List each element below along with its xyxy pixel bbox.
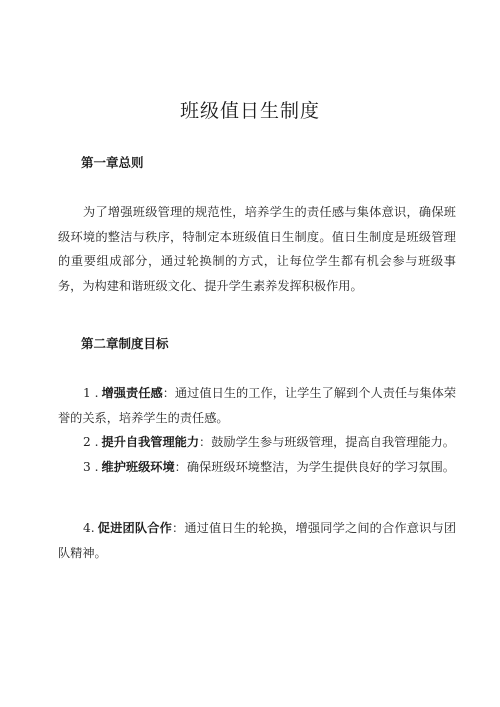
document-title: 班级值日生制度 xyxy=(179,100,320,122)
goal-number: 4. xyxy=(83,521,95,535)
chapter2-heading: 第二章制度目标 xyxy=(81,336,169,351)
goal-number: 2 . xyxy=(83,435,99,449)
goal-text: ：通过值日生的轮换，增强同学之间的合作意识与团队精神。 xyxy=(58,521,457,560)
chapter1-heading: 第一章总则 xyxy=(81,155,144,170)
goal-item xyxy=(58,516,456,565)
goal-item xyxy=(58,455,456,480)
goal-text: ：确保班级环境整洁，为学生提供良好的学习氛围。 xyxy=(174,460,455,474)
goal-title: 维护班级环境 xyxy=(101,460,175,474)
goal-item xyxy=(58,381,456,430)
goal-number: 1 . xyxy=(83,386,99,400)
goal-number: 3 . xyxy=(83,460,99,474)
goal-text: ：鼓励学生参与班级管理，提高自我管理能力。 xyxy=(199,435,455,449)
goal-text: ：通过值日生的工作，让学生了解到个人责任与集体荣誉的关系，培养学生的责任感。 xyxy=(58,386,457,425)
chapter1-paragraph: 为了增强班级管理的规范性，培养学生的责任感与集体意识，确保班级环境的整洁与秩序，特制定本班级值日生制度。值日生制度是班级管理的重要组成部分，通过轮换制的方式，让每位学生都有机会参与班级事务，为构建和谐班级文化、提升学生素养发挥积极作用。 xyxy=(58,205,456,293)
goal-title: 增强责任感 xyxy=(101,386,163,400)
goal-title: 提升自我管理能力 xyxy=(101,435,200,449)
goal-item xyxy=(58,430,456,455)
goal-title: 促进团队合作 xyxy=(97,521,172,535)
